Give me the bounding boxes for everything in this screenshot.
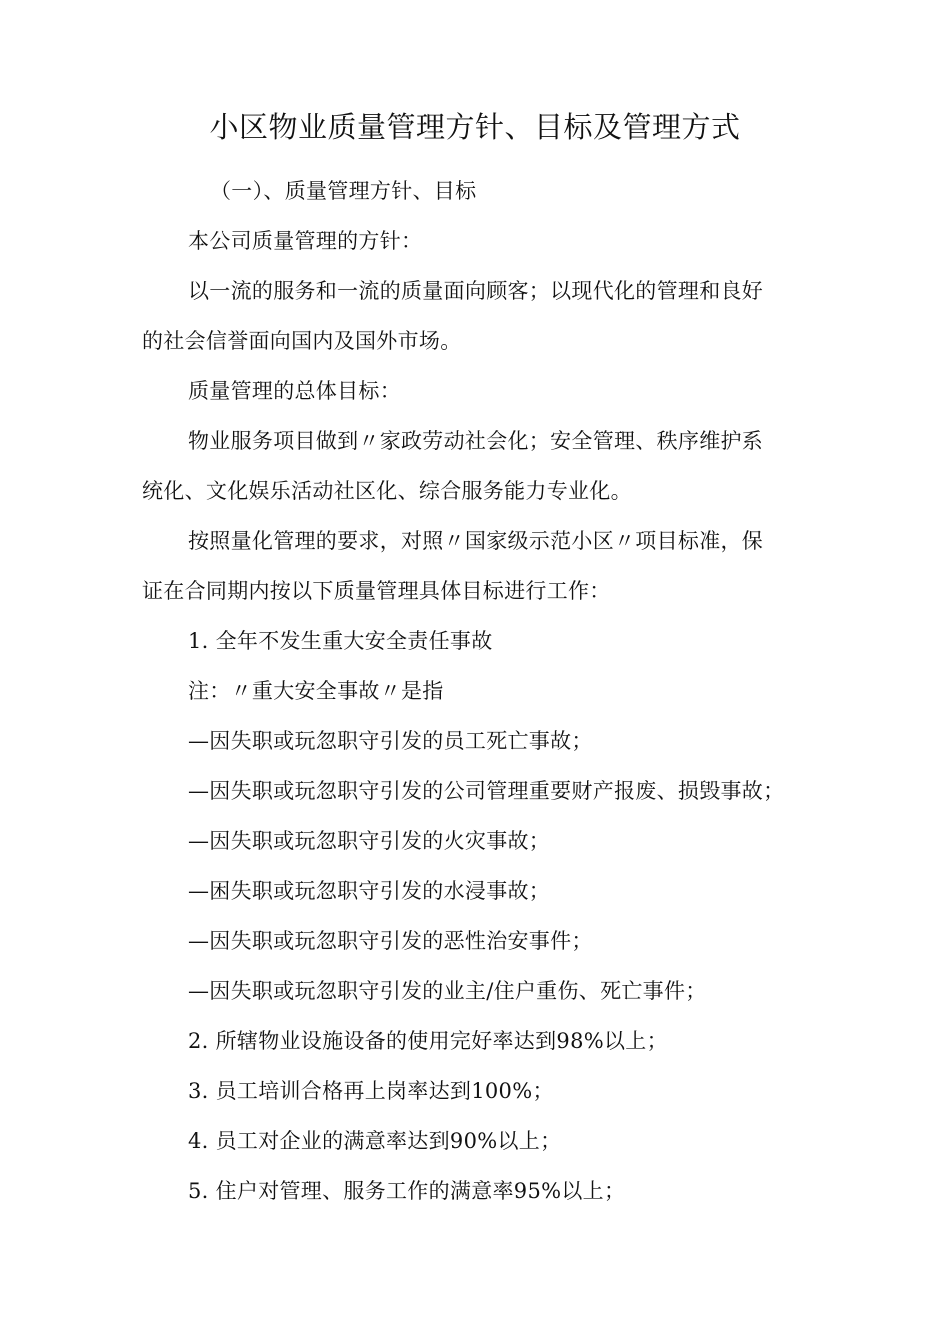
standard-line-2: 证在合同期内按以下质量管理具体目标进行工作： [142, 579, 611, 603]
standard-line-1: 按照量化管理的要求，对照〃国家级示范小区〃项目标准，保 [188, 529, 764, 553]
policy-line-2: 的社会信誉面向国内及国外市场。 [142, 329, 462, 353]
policy-intro: 本公司质量管理的方针： [188, 229, 423, 253]
policy-line-1: 以一流的服务和一流的质量面向顾客；以现代化的管理和良好 [188, 279, 764, 303]
list-item-5: 5. 住户对管理、服务工作的满意率95%以上； [188, 1179, 626, 1203]
dash-item-2: —因失职或玩忽职守引发的公司管理重要财产报废、损毁事故； [188, 779, 785, 803]
list-item-2: 2. 所辖物业设施设备的使用完好率达到98%以上； [188, 1029, 668, 1053]
goal-line-1: 物业服务项目做到〃家政劳动社会化；安全管理、秩序维护系 [188, 429, 764, 453]
list-item-1: 1. 全年不发生重大安全责任事故 [188, 629, 493, 653]
goal-intro: 质量管理的总体目标： [188, 379, 401, 403]
section-heading: （一）、质量管理方针、目标 [210, 179, 477, 203]
dash-item-4: —困失职或玩忽职守引发的水浸事故； [188, 879, 551, 903]
dash-item-3: —因失职或玩忽职守引发的火灾事故； [188, 829, 551, 853]
list-item-4: 4. 员工对企业的满意率达到90%以上； [188, 1129, 562, 1153]
note-text: 注：〃重大安全事故〃是指 [188, 679, 444, 703]
dash-item-5: —因失职或玩忽职守引发的恶性治安事件； [188, 929, 593, 953]
document-title: 小区物业质量管理方针、目标及管理方式 [209, 110, 741, 144]
goal-line-2: 统化、文化娱乐活动社区化、综合服务能力专业化。 [142, 479, 632, 503]
dash-item-1: —因失职或玩忽职守引发的员工死亡事故； [188, 729, 593, 753]
dash-item-6: —因失职或玩忽职守引发的业主/住户重伤、死亡事件； [188, 979, 707, 1003]
list-item-3: 3. 员工培训合格再上岗率达到100%； [188, 1079, 554, 1103]
